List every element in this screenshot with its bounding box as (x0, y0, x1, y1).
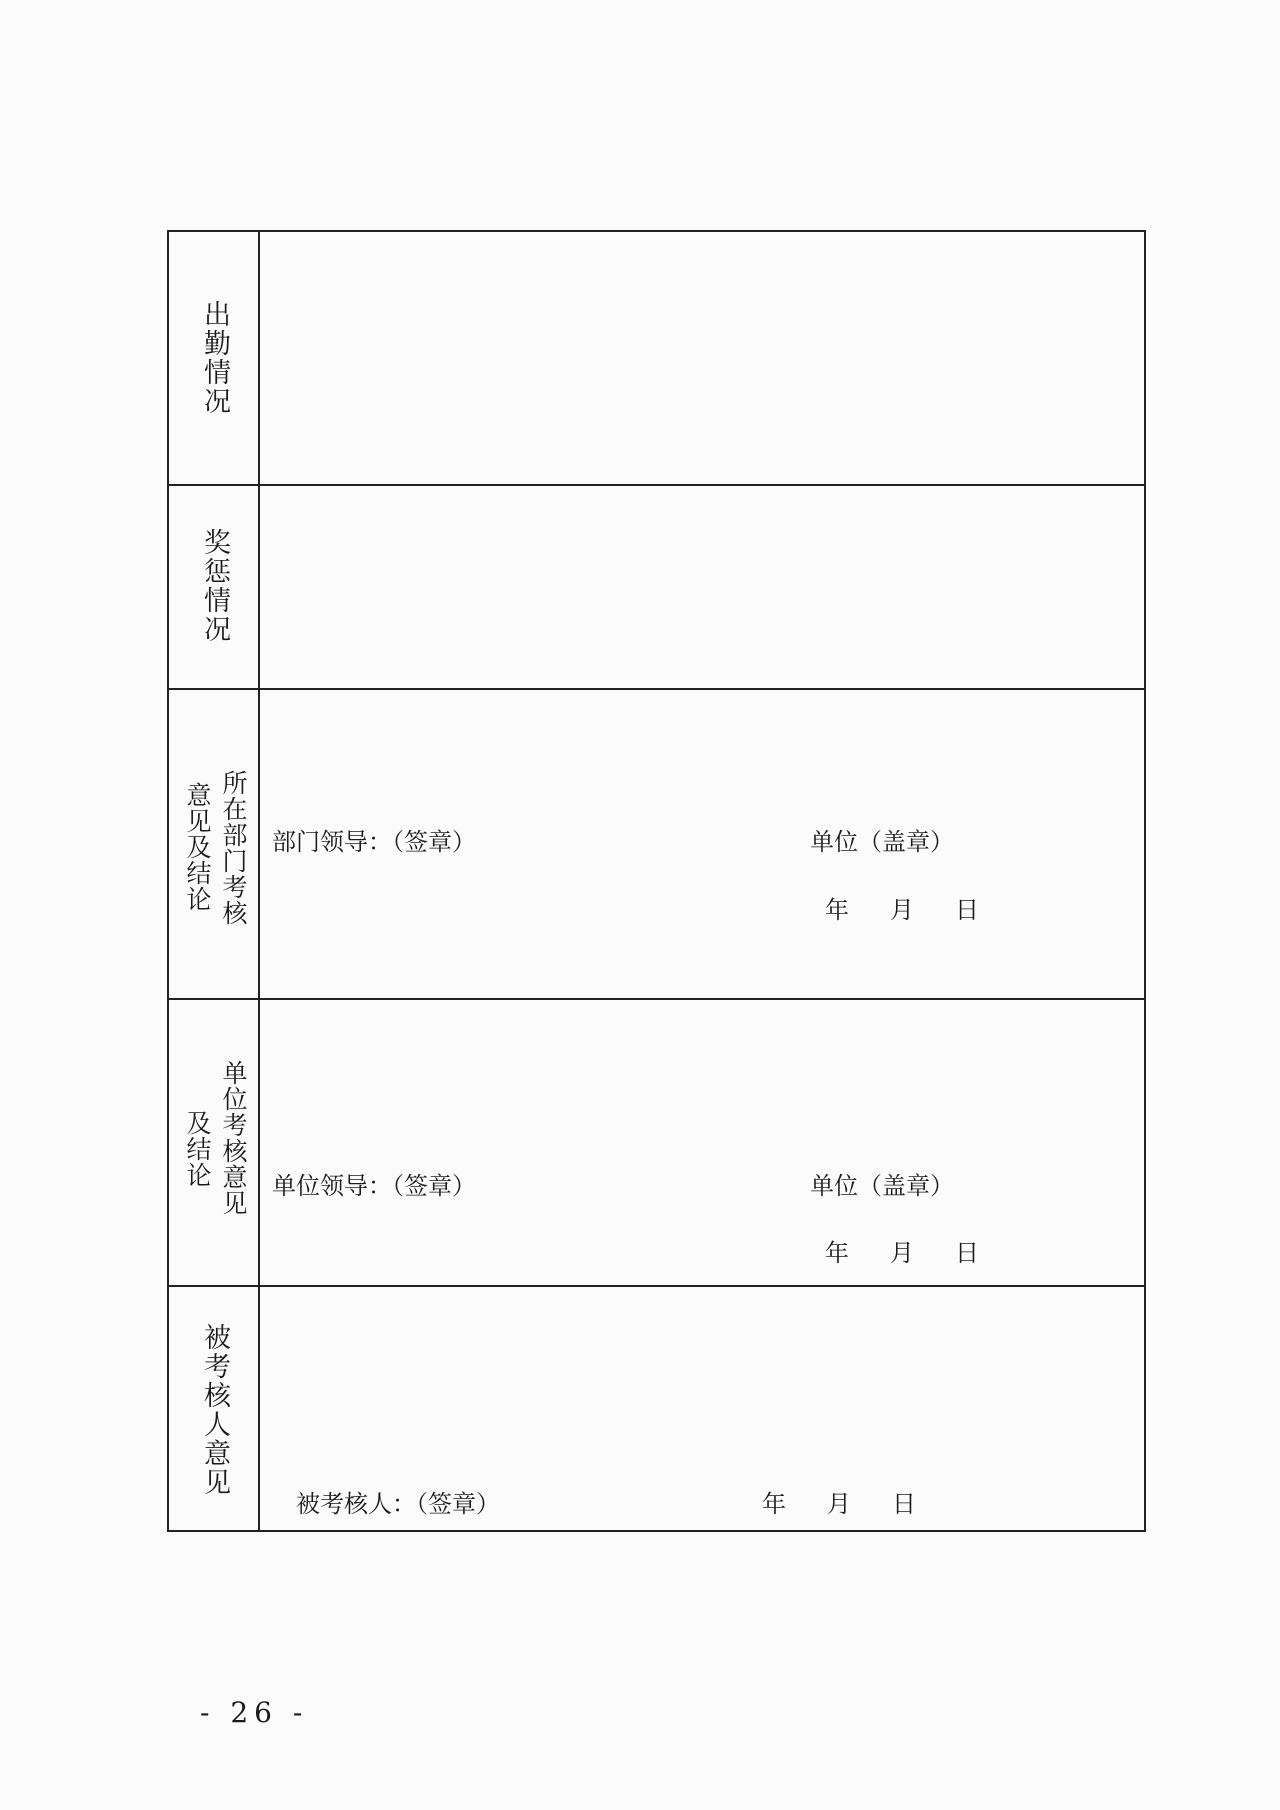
dept-date-month: 月 (890, 896, 914, 924)
attendance-label: 出勤情况 (199, 300, 230, 416)
examinee-date-month: 月 (827, 1490, 851, 1518)
unit-date-day: 日 (955, 1239, 979, 1267)
examinee-date-day: 日 (892, 1490, 916, 1518)
dept-unit-seal-label: 单位（盖章） (810, 828, 954, 856)
examinee-signature-label: 被考核人：（签章） (296, 1490, 500, 1518)
rewards-label-cell (169, 486, 260, 688)
page-number: - 26 - (200, 1696, 309, 1729)
attendance-label-cell (169, 232, 260, 484)
dept-review-label-col2: 意见及结论 (183, 782, 212, 912)
dept-date-day: 日 (955, 896, 979, 924)
unit-date-month: 月 (890, 1239, 914, 1267)
attendance-row (169, 232, 1144, 486)
unit-review-label-cell (169, 1000, 260, 1285)
examinee-row (169, 1287, 1144, 1530)
unit-review-row (169, 1000, 1144, 1287)
rewards-row (169, 486, 1144, 690)
attendance-content-cell[interactable] (260, 232, 1144, 484)
unit-review-label-col2: 及结论 (183, 1110, 212, 1188)
examinee-date-year: 年 (762, 1490, 786, 1518)
dept-review-label-cell (169, 690, 260, 998)
appraisal-form-table (167, 230, 1146, 1532)
examinee-label-cell (169, 1287, 260, 1530)
examinee-label: 被考核人意见 (199, 1323, 230, 1497)
unit-review-content-cell[interactable] (260, 1000, 1144, 1285)
dept-review-label-col1: 所在部门考核 (219, 770, 248, 926)
dept-review-content-cell[interactable] (260, 690, 1144, 998)
unit-review-label-col1: 单位考核意见 (219, 1060, 248, 1216)
unit-date-year: 年 (825, 1239, 849, 1267)
examinee-content-cell[interactable] (260, 1287, 1144, 1530)
unit-leader-signature-label: 单位领导：（签章） (272, 1172, 476, 1200)
dept-review-row (169, 690, 1144, 1000)
unit-seal-label: 单位（盖章） (810, 1172, 954, 1200)
rewards-label: 奖惩情况 (199, 528, 230, 644)
dept-leader-signature-label: 部门领导：（签章） (272, 828, 476, 856)
dept-date-year: 年 (825, 896, 849, 924)
rewards-content-cell[interactable] (260, 486, 1144, 688)
